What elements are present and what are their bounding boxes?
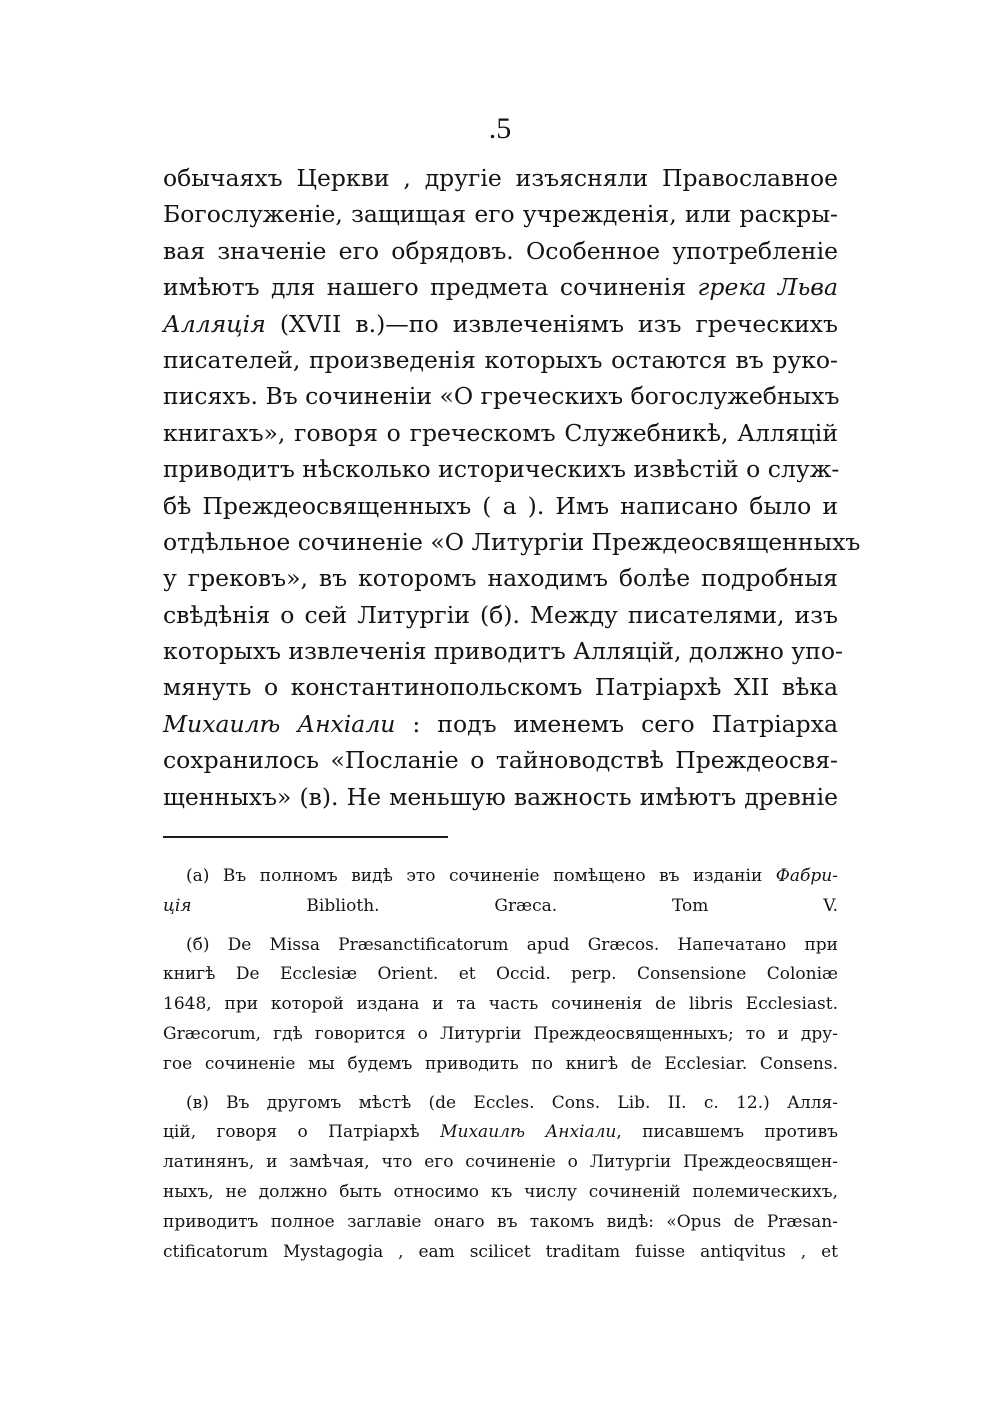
text-line <box>163 378 838 414</box>
page-number: .5 <box>488 112 512 145</box>
text-line <box>163 160 838 196</box>
footnote-line <box>163 960 838 990</box>
text-run: (в) Въ другомъ мѣстѣ (de Eccles. Cons. Lib. II. c. 12.) Алля- <box>186 1092 838 1113</box>
text-run: (а) Въ полномъ видѣ это сочиненіе помѣщено въ изданіи <box>186 866 776 886</box>
text-run: свѣдѣнія о сей Литургіи (б). Между писателями, изъ <box>163 600 838 629</box>
text-run: писателей, произведенія которыхъ остаются въ руко- <box>163 345 838 374</box>
footnote <box>163 931 838 1080</box>
footnote-line <box>163 1208 838 1238</box>
italic-text: грека Льва <box>697 273 838 302</box>
text-run: Græcorum, гдѣ говорится о Литургіи Преждеосвященныхъ; то и дру- <box>163 1023 838 1044</box>
text-run: книгахъ», говоря о греческомъ Служебникѣ, Алляцій <box>163 418 838 447</box>
footnote-line <box>163 1238 838 1268</box>
italic-text: Михаилѣ Анхіали <box>440 1122 617 1143</box>
main-text <box>163 160 861 815</box>
text-run: ctificatorum Mystagogia , eam scilicet traditam fuisse antiqvitus , et <box>163 1241 838 1262</box>
text-line <box>163 342 838 378</box>
text-line <box>163 742 838 778</box>
text-run: латинянъ, и замѣчая, что его сочиненіе о Литургіи Преждеосвящен- <box>163 1152 838 1173</box>
text-run: обычаяхъ Церкви , другіе изъясняли Православное <box>163 164 838 192</box>
text-run: ныхъ, не должно быть относимо къ числу сочиненій полемическихъ, <box>163 1181 838 1202</box>
text-run: приводитъ полное заглавіе онаго въ такомъ видѣ: «Opus de Præsan- <box>163 1211 838 1232</box>
footnote-line <box>163 1020 838 1050</box>
text-run: : подъ именемъ сего Патріарха <box>395 709 838 738</box>
text-run: отдѣльное сочиненіе «О Литургіи Преждеосвященныхъ <box>163 527 861 556</box>
italic-text: Алляція <box>163 309 266 338</box>
text-line <box>163 779 838 815</box>
text-run: сохранилось «Посланіе о тайноводствѣ Преждеосвя- <box>163 746 838 775</box>
footnote-separator <box>163 836 448 838</box>
text-line <box>163 233 838 269</box>
footnote-line <box>163 1118 838 1148</box>
text-run: , писавшемъ противъ <box>616 1122 838 1143</box>
text-run: Богослуженіе, защищая его учрежденія, или раскры- <box>163 200 838 229</box>
text-line <box>163 597 838 633</box>
text-line <box>163 306 838 342</box>
text-line <box>163 488 838 524</box>
footnote-line <box>163 931 838 961</box>
footnote-line <box>163 892 838 922</box>
text-line <box>163 524 861 560</box>
text-run: щенныхъ» (в). Не меньшую важность имѣютъ древніе <box>163 782 838 811</box>
text-run: вая значеніе его обрядовъ. Особенное употребленіе <box>163 236 838 265</box>
footnotes <box>163 862 838 1267</box>
italic-text: Фабри- <box>775 866 838 886</box>
footnote-line <box>163 862 838 892</box>
text-line <box>163 669 838 705</box>
text-run: бѣ Преждеосвященныхъ ( а ). Имъ написано было и <box>163 491 838 520</box>
italic-text: Михаилѣ Анхіали <box>163 709 396 738</box>
text-run: которыхъ извлеченія приводитъ Алляцій, должно упо- <box>163 637 843 666</box>
text-run: мянуть о константинопольскомъ Патріархѣ XII вѣка <box>163 673 838 702</box>
text-run: писяхъ. Въ сочиненіи «О греческихъ богослужебныхъ <box>163 382 840 411</box>
footnote-gap <box>163 922 838 931</box>
footnote-line <box>163 1050 838 1080</box>
text-line <box>163 196 838 232</box>
footnote-line <box>163 1178 838 1208</box>
text-run: книгѣ De Ecclesiæ Orient. et Occid. perp. Consensione Coloniæ <box>163 964 838 985</box>
text-run: Biblioth. Græca. Tom V. <box>191 895 838 916</box>
text-run: (б) De Missa Præsanctificatorum apud Græcos. Напечатано при <box>186 934 838 955</box>
footnote-line <box>163 1148 838 1178</box>
text-line <box>163 560 838 596</box>
text-line <box>163 706 838 742</box>
text-line <box>163 633 843 669</box>
text-run: имѣютъ для нашего предмета сочиненія <box>163 273 698 302</box>
text-run: гое сочиненіе мы будемъ приводить по книгѣ de Ecclesiar. Consens. <box>163 1053 838 1074</box>
text-line <box>163 451 838 487</box>
italic-text: ція <box>163 895 192 916</box>
text-run: приводитъ нѣсколько историческихъ извѣстій о служ- <box>163 455 840 484</box>
text-run: (XVII в.)—по извлеченіямъ изъ греческихъ <box>265 309 838 338</box>
text-line <box>163 415 838 451</box>
footnote <box>163 1089 838 1268</box>
text-line <box>163 269 838 305</box>
footnote-line <box>163 1089 838 1119</box>
text-run: у грековъ», въ которомъ находимъ болѣе подробныя <box>163 564 838 593</box>
text-run: 1648, при которой издана и та часть сочиненія de libris Ecclesiast. <box>163 994 838 1015</box>
footnote-gap <box>163 1080 838 1089</box>
footnote-line <box>163 990 838 1020</box>
text-run: цій, говоря о Патріархѣ <box>163 1122 441 1143</box>
footnote <box>163 862 838 922</box>
